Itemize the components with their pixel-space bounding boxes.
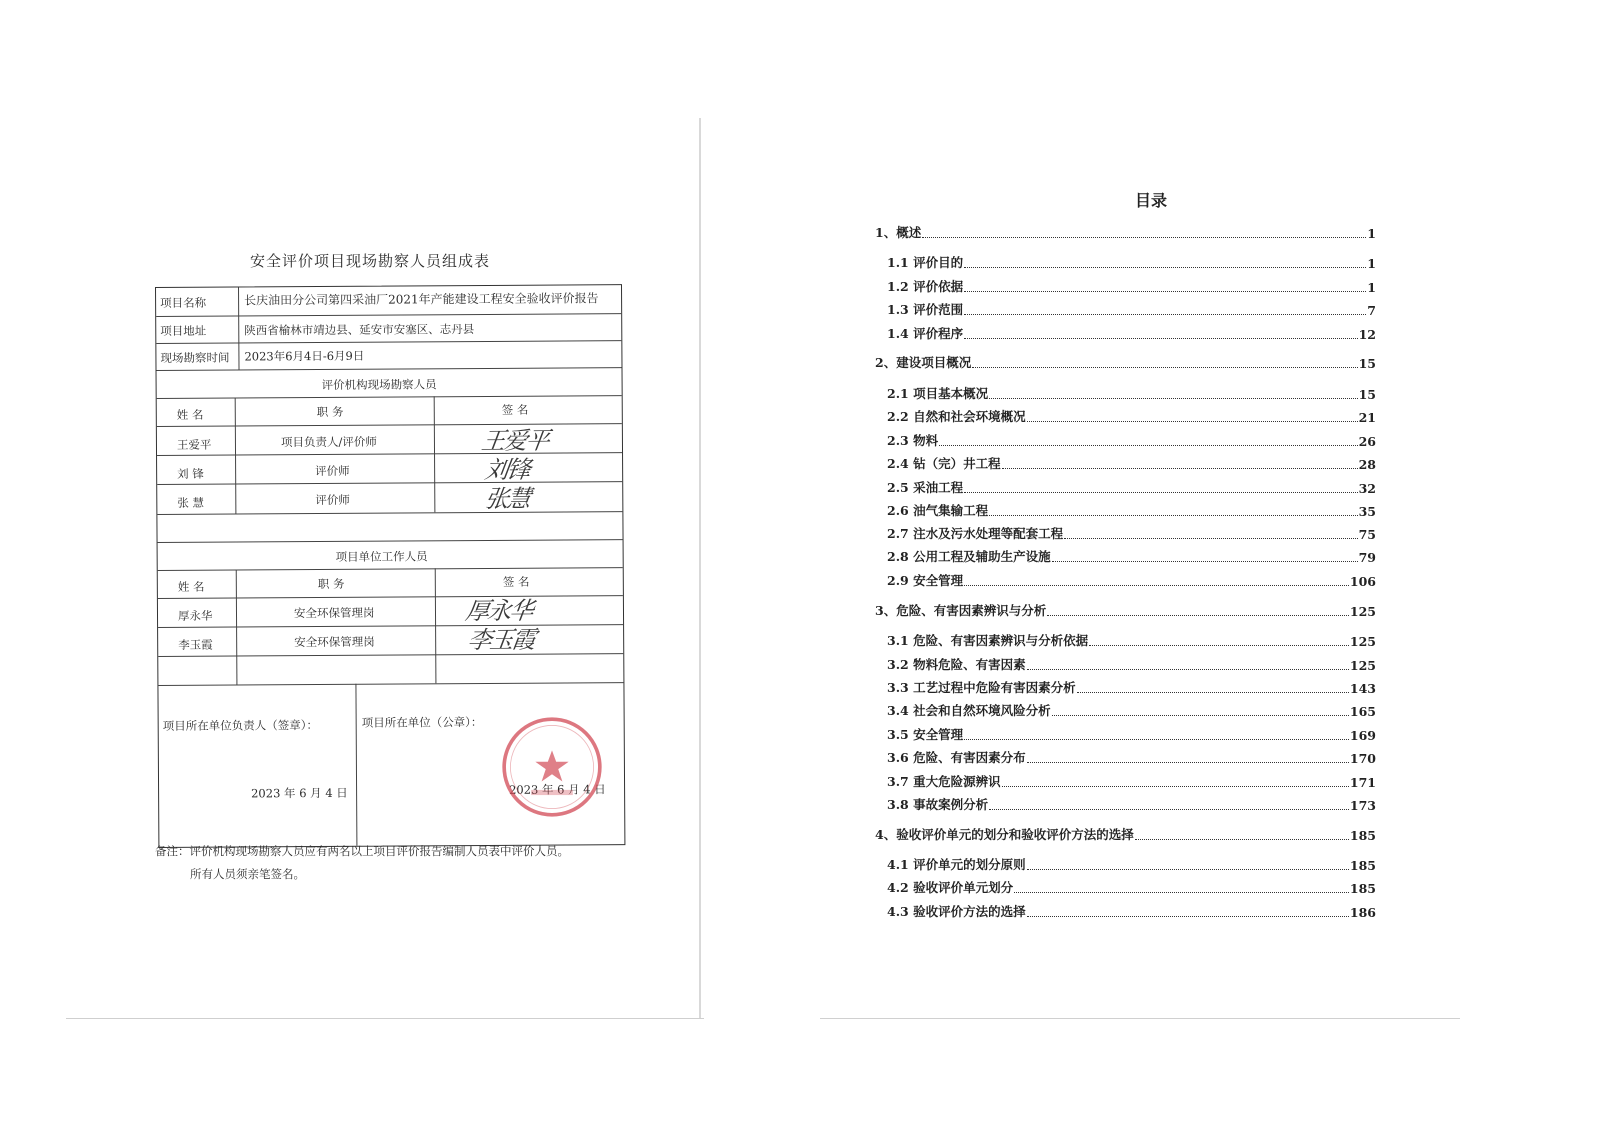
toc-entry xyxy=(875,355,1376,371)
toc-entry-label: 2.4 钻（完）井工程 xyxy=(887,456,1001,471)
toc-entry xyxy=(887,633,1376,649)
toc-entry-page: 32 xyxy=(1358,481,1376,496)
toc-entry xyxy=(887,774,1376,790)
toc-leader-dots xyxy=(964,491,1357,493)
toc-leader-dots xyxy=(922,236,1366,238)
toc-entry-label: 3.3 工艺过程中危险有害因素分析 xyxy=(887,680,1076,695)
toc-entry-page: 185 xyxy=(1349,858,1376,873)
toc-entry xyxy=(887,750,1376,766)
toc-leader-dots xyxy=(964,337,1357,339)
form-note-line2: 所有人员须亲笔签名。 xyxy=(190,867,305,881)
unit-seal-date: 2023 年 6 月 4 日 xyxy=(509,782,606,797)
toc-entry xyxy=(887,880,1376,896)
toc-entry xyxy=(887,255,1376,271)
toc-leader-dots xyxy=(1047,614,1349,616)
toc-entry xyxy=(887,279,1376,295)
col-name-header: 姓 名 xyxy=(177,579,205,594)
toc-entry xyxy=(887,573,1376,589)
toc-entry-page: 171 xyxy=(1349,775,1376,790)
toc-entry-label: 1.1 评价目的 xyxy=(887,255,964,270)
toc-leader-dots xyxy=(1002,467,1358,469)
toc-entry-label: 2.8 公用工程及辅助生产设施 xyxy=(887,549,1051,564)
project-address-label: 项目地址 xyxy=(160,323,207,338)
toc-leader-dots xyxy=(989,808,1349,810)
agency-staff-position: 评价师 xyxy=(315,492,350,508)
toc-leader-dots xyxy=(1027,915,1349,917)
project-name-label: 项目名称 xyxy=(160,295,207,310)
section-agency-title: 评价机构现场勘察人员 xyxy=(321,377,437,392)
toc-leader-dots xyxy=(1052,714,1349,716)
toc-entry-label: 1.2 评价依据 xyxy=(887,279,964,294)
toc-entry xyxy=(887,480,1376,496)
toc-entry-label: 2.2 自然和社会环境概况 xyxy=(887,409,1026,424)
toc-leader-dots xyxy=(1089,644,1349,646)
col-position-header: 职 务 xyxy=(317,576,345,592)
left-page-scan xyxy=(0,0,700,1131)
toc-entry xyxy=(887,456,1376,472)
project-name-value: 长庆油田分公司第四采油厂2021年产能建设工程安全验收评价报告 xyxy=(244,291,599,308)
toc-leader-dots xyxy=(964,290,1366,292)
toc-leader-dots xyxy=(972,366,1357,368)
right-page-toc xyxy=(820,0,1460,1131)
toc-entry-page: 35 xyxy=(1358,504,1376,519)
toc-entry-page: 79 xyxy=(1358,550,1376,565)
form-note-line1: 备注：评价机构现场勘察人员应有两名以上项目评价报告编制人员表中评价人员。 xyxy=(155,844,569,858)
toc-entry-label: 3.2 物料危险、有害因素 xyxy=(887,657,1026,672)
toc-leader-dots xyxy=(1052,560,1358,562)
toc-leader-dots xyxy=(1027,668,1349,670)
page-divider xyxy=(699,118,701,1018)
toc-entry-page: 1 xyxy=(1367,226,1376,241)
page-bottom-line xyxy=(820,1018,1460,1019)
toc-entry-label: 2.7 注水及污水处理等配套工程 xyxy=(887,526,1064,541)
col-signature-header: 签 名 xyxy=(501,402,529,417)
toc-entry-label: 1、概述 xyxy=(875,225,922,240)
toc-entry-page: 186 xyxy=(1349,905,1376,920)
toc-entry-page: 75 xyxy=(1358,527,1376,542)
agency-staff-name: 王爱平 xyxy=(176,437,212,452)
toc-leader-dots xyxy=(1027,761,1349,763)
toc-entry-page: 15 xyxy=(1358,356,1376,371)
toc-leader-dots xyxy=(1027,420,1358,422)
scan-edge-line xyxy=(66,1018,704,1019)
toc-entry-label: 3、危险、有害因素辨识与分析 xyxy=(875,603,1047,618)
toc-entry xyxy=(887,503,1376,519)
handwritten-signature: 王爱平 xyxy=(479,426,550,456)
toc-entry-label: 4.1 评价单元的划分原则 xyxy=(887,857,1026,872)
toc-entry-page: 173 xyxy=(1349,798,1376,813)
toc-entry xyxy=(875,827,1376,843)
toc-leader-dots xyxy=(1064,537,1357,539)
toc-entry-label: 2、建设项目概况 xyxy=(875,355,972,370)
toc-leader-dots xyxy=(1002,785,1349,787)
toc-leader-dots xyxy=(939,444,1357,446)
toc-leader-dots xyxy=(964,738,1349,740)
toc-entry-label: 2.6 油气集输工程 xyxy=(887,503,989,518)
toc-entry-label: 2.5 采油工程 xyxy=(887,480,964,495)
toc-leader-dots xyxy=(964,584,1349,586)
toc-entry-label: 1.3 评价范围 xyxy=(887,302,964,317)
col-position-header: 职 务 xyxy=(316,404,344,420)
toc-leader-dots xyxy=(1027,868,1349,870)
toc-entry xyxy=(887,409,1376,425)
toc-entry-label: 3.1 危险、有害因素辨识与分析依据 xyxy=(887,633,1089,648)
toc-entry-label: 2.1 项目基本概况 xyxy=(887,386,989,401)
toc-leader-dots xyxy=(989,514,1357,516)
toc-entry-label: 3.6 危险、有害因素分布 xyxy=(887,750,1026,765)
toc-entry-page: 125 xyxy=(1349,604,1376,619)
toc-entry-page: 106 xyxy=(1349,574,1376,589)
toc-leader-dots xyxy=(1014,891,1349,893)
agency-staff-position: 项目负责人/评价师 xyxy=(280,434,377,450)
toc-entry xyxy=(887,326,1376,342)
toc-leader-dots xyxy=(964,313,1366,315)
toc-entry-label: 3.4 社会和自然环境风险分析 xyxy=(887,703,1051,718)
form-title: 安全评价项目现场勘察人员组成表 xyxy=(250,252,491,270)
col-name-header: 姓 名 xyxy=(176,407,204,422)
agency-staff-position: 评价师 xyxy=(315,463,350,479)
toc-entry-page: 1 xyxy=(1367,280,1376,295)
toc-entry-page: 143 xyxy=(1349,681,1376,696)
toc-entry-page: 7 xyxy=(1367,303,1376,318)
toc-entry xyxy=(887,727,1376,743)
toc-entry xyxy=(887,703,1376,719)
toc-leader-dots xyxy=(1077,691,1349,693)
toc-entry-page: 170 xyxy=(1349,751,1376,766)
section-unit-title: 项目单位工作人员 xyxy=(335,549,428,564)
handwritten-signature: 李玉霞 xyxy=(465,625,536,655)
col-signature-header: 签 名 xyxy=(502,574,530,589)
toc-entry xyxy=(887,433,1376,449)
toc-title: 目录 xyxy=(1135,191,1168,210)
survey-time-label: 现场勘察时间 xyxy=(160,350,230,365)
handwritten-signature: 张慧 xyxy=(483,484,531,514)
toc-entry xyxy=(887,680,1376,696)
handwritten-signature: 刘锋 xyxy=(482,455,531,485)
unit-staff-position: 安全环保管理岗 xyxy=(293,605,375,621)
toc-entry xyxy=(887,904,1376,920)
toc-entry-label: 2.9 安全管理 xyxy=(887,573,964,588)
toc-entry-label: 3.5 安全管理 xyxy=(887,727,964,742)
toc-entry-page: 169 xyxy=(1349,728,1376,743)
toc-entry-label: 2.3 物料 xyxy=(887,433,939,448)
agency-staff-name: 张 慧 xyxy=(177,495,205,510)
toc-entry xyxy=(887,386,1376,402)
toc-entry xyxy=(887,302,1376,318)
unit-staff-name: 李玉霞 xyxy=(178,637,213,652)
unit-staff-position: 安全环保管理岗 xyxy=(294,634,375,650)
toc-entry-page: 1 xyxy=(1367,256,1376,271)
unit-leader-sign-label: 项目所在单位负责人（签章）： xyxy=(162,718,318,733)
toc-entry-page: 185 xyxy=(1349,828,1376,843)
toc-entry xyxy=(875,225,1376,241)
toc-entry-page: 15 xyxy=(1358,387,1376,402)
toc-entry-label: 4.2 验收评价单元划分 xyxy=(887,880,1014,895)
toc-entry-page: 125 xyxy=(1349,634,1376,649)
toc-entry-label: 4.3 验收评价方法的选择 xyxy=(887,904,1026,919)
toc-entry-label: 4、验收评价单元的划分和验收评价方法的选择 xyxy=(875,827,1134,842)
unit-leader-sign-date: 2023 年 6 月 4 日 xyxy=(251,785,348,801)
toc-entry-page: 165 xyxy=(1349,704,1376,719)
toc-entry-page: 125 xyxy=(1349,658,1376,673)
toc-entry xyxy=(875,603,1376,619)
toc-entry-label: 1.4 评价程序 xyxy=(887,326,964,341)
project-address-value: 陕西省榆林市靖边县、延安市安塞区、志丹县 xyxy=(244,322,475,338)
survey-time-value: 2023年6月4日-6月9日 xyxy=(244,348,365,364)
toc-entry-page: 185 xyxy=(1349,881,1376,896)
toc-entry xyxy=(887,526,1376,542)
toc-leader-dots xyxy=(1135,838,1349,840)
toc-entry xyxy=(887,857,1376,873)
toc-entry-label: 3.8 事故案例分析 xyxy=(887,797,989,812)
toc-entry-page: 21 xyxy=(1358,410,1376,425)
unit-staff-name: 厚永华 xyxy=(177,608,213,623)
toc-entry-page: 26 xyxy=(1358,434,1376,449)
toc-entry-page: 12 xyxy=(1358,327,1376,342)
agency-staff-name: 刘 锋 xyxy=(177,466,204,481)
toc-entry xyxy=(887,657,1376,673)
handwritten-signature: 厚永华 xyxy=(463,596,534,626)
toc-entry-page: 28 xyxy=(1358,457,1376,472)
official-seal-stamp xyxy=(500,715,604,819)
toc-entry-label: 3.7 重大危险源辨识 xyxy=(887,774,1001,789)
toc-leader-dots xyxy=(964,266,1366,268)
toc-entry xyxy=(887,797,1376,813)
toc-leader-dots xyxy=(989,397,1357,399)
unit-seal-label: 项目所在单位（公章）： xyxy=(361,715,483,730)
toc-entry xyxy=(887,549,1376,565)
